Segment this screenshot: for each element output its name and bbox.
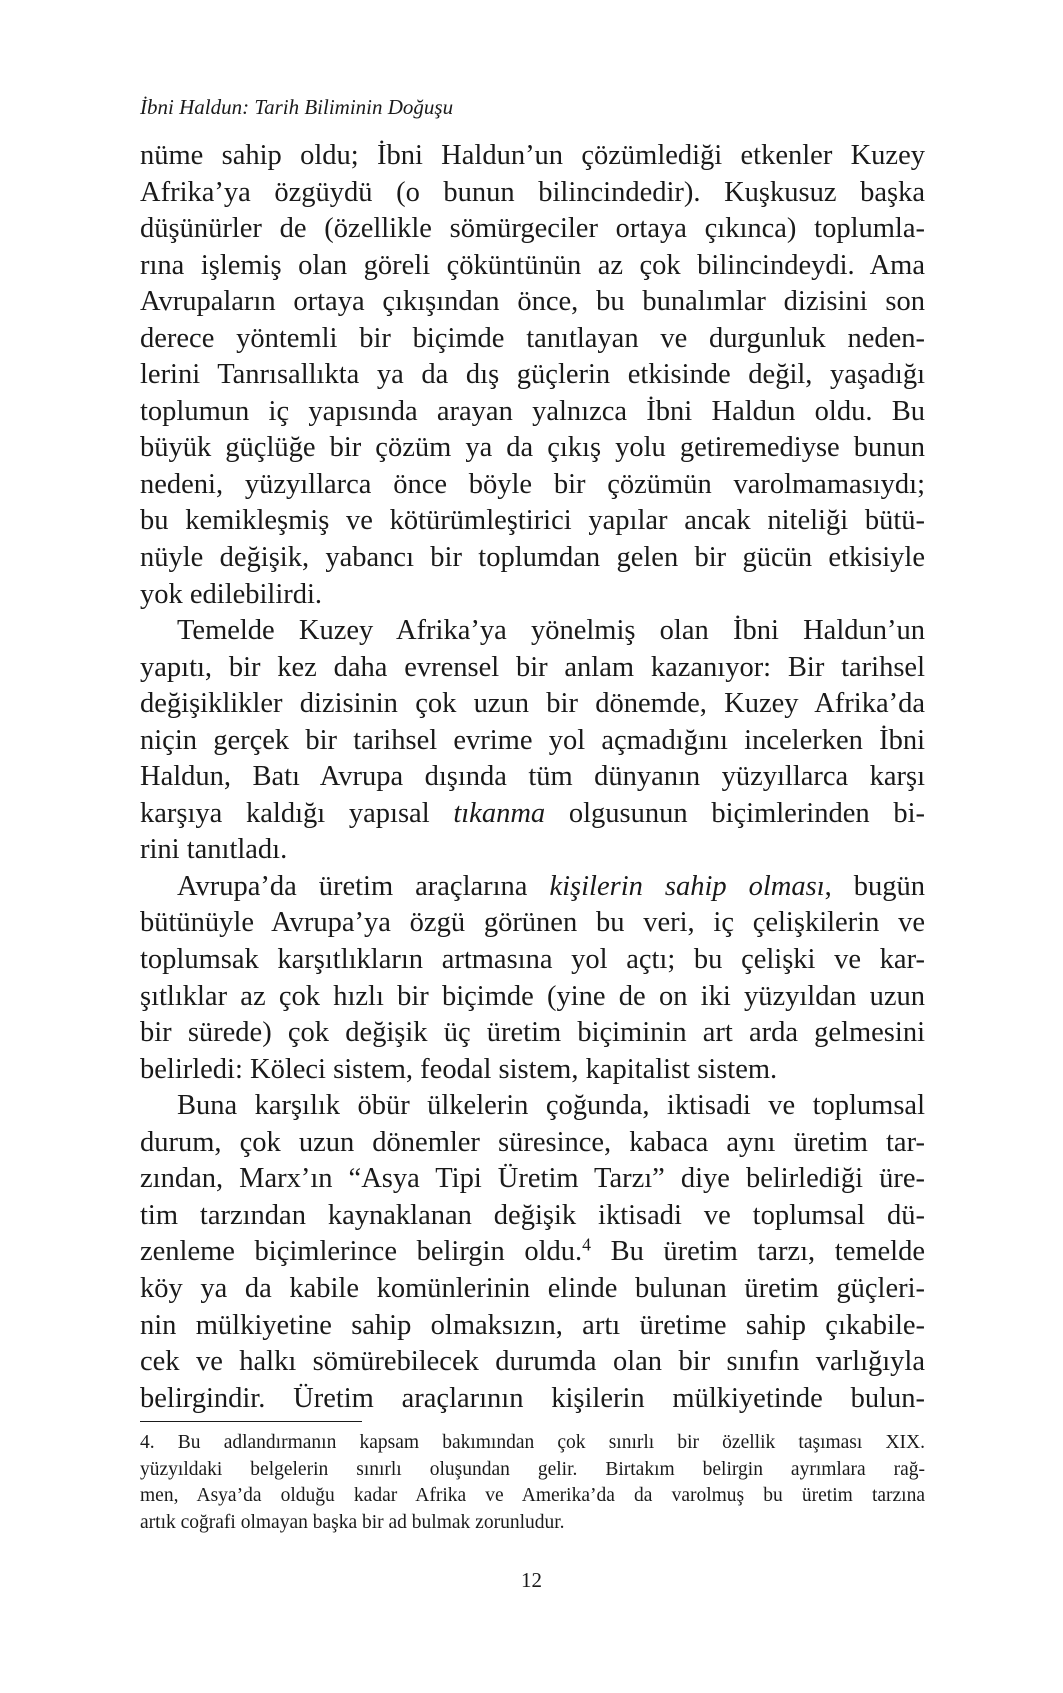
text-line: bu kemikleşmiş ve kötürümleştirici yapılar ancak niteliği bütü-: [140, 505, 925, 537]
text-line: köy ya da kabile komünlerinin elinde bulunan üretim güçleri-: [140, 1272, 925, 1304]
text-line: cek ve halkı sömürebilecek durumda olan bir sınıfın varlığıyla: [140, 1346, 925, 1378]
text-line: [140, 869, 925, 906]
text-run: Avrupa’da üretim araçlarına: [177, 870, 550, 902]
running-head: İbni Haldun: Tarih Biliminin Doğuşu: [140, 95, 454, 119]
text-line: Afrika’ya özgüydü (o bunun bilincindedir). Kuşkusuz başka: [140, 176, 925, 208]
footnote: [140, 1430, 925, 1536]
text-run: Bu üretim tarzı, temelde: [590, 1236, 925, 1268]
text-line: rına işlemiş olan göreli çöküntünün az çok bilincindeydi. Ama: [140, 249, 925, 281]
text-line: değişiklikler dizisinin çok uzun bir dönemde, Kuzey Afrika’da: [140, 688, 925, 720]
footnote-line: 4. Bu adlandırmanın kapsam bakımından çok sınırlı bir özellik taşıması XIX.: [140, 1432, 925, 1453]
text-line: [140, 1234, 925, 1271]
text-line: toplumun iç yapısında arayan yalnızca İbni Haldun oldu. Bu: [140, 395, 925, 427]
text-line: nin mülkiyetine sahip olmaksızın, artı üretime sahip çıkabile-: [140, 1309, 925, 1341]
text-line: [140, 796, 925, 833]
text-line: derece yöntemli bir biçimde tanıtlayan ve durgunluk neden-: [140, 322, 925, 354]
text-line: lerini Tanrısallıkta ya da dış güçlerin etkisinde değil, yaşadığı: [140, 359, 925, 391]
text-line: Avrupaların ortaya çıkışından önce, bu bunalımlar dizisini son: [140, 286, 925, 318]
text-line: nüyle değişik, yabancı bir toplumdan gelen bir gücün etkisiyle: [140, 542, 925, 574]
text-line: Temelde Kuzey Afrika’ya yönelmiş olan İbni Haldun’un: [177, 615, 925, 647]
text-line: zından, Marx’ın “Asya Tipi Üretim Tarzı” diye belirlediği üre-: [140, 1163, 925, 1195]
text-line: şıtlıklar az çok hızlı bir biçimde (yine de on iki yüzyıldan uzun: [140, 980, 925, 1012]
text-line: niçin gerçek bir tarihsel evrime yol açmadığını incelerken İbni: [140, 724, 925, 756]
text-line: yok edilebilirdi.: [140, 578, 323, 610]
text-run: olgusunun biçimlerinden bi-: [545, 797, 925, 829]
text-line: nedeni, yüzyıllarca önce böyle bir çözümün varolmamasıydı;: [140, 468, 925, 500]
page-number: 12: [521, 1568, 542, 1592]
footnote-ref[interactable]: 4: [582, 1234, 591, 1255]
text-line: rini tanıtladı.: [140, 834, 288, 866]
text-line: bütünüyle Avrupa’ya özgü görünen bu veri, iç çelişkilerin ve: [140, 907, 925, 939]
italic-term: kişilerin sahip olması: [549, 870, 825, 902]
italic-term: tıkanma: [453, 797, 546, 829]
text-line: nüme sahip oldu; İbni Haldun’un çözümlediği etkenler Kuzey: [140, 140, 925, 171]
text-line: toplumsak karşıtlıkların artmasına yol açtı; bu çelişki ve kar-: [140, 944, 925, 976]
footnote-line: artık coğrafi olmayan başka bir ad bulmak zorunludur.: [140, 1511, 565, 1533]
text-line: durum, çok uzun dönemler süresince, kabaca aynı üretim tar-: [140, 1126, 925, 1158]
footnote-divider: [140, 1421, 362, 1422]
text-line: belirgindir. Üretim araçlarının kişilerin mülkiyetinde bulun-: [140, 1382, 925, 1414]
text-line: belirledi: Köleci sistem, feodal sistem, kapitalist sistem.: [140, 1053, 778, 1085]
footnote-line: yüzyıldaki belgelerin sınırlı oluşundan gelir. Birtakım belirgin ayrımlara rağ-: [140, 1458, 925, 1480]
text-line: Buna karşılık öbür ülkelerin çoğunda, iktisadi ve toplumsal: [177, 1090, 925, 1122]
text-line: düşünürler de (özellikle sömürgeciler ortaya çıkınca) toplumla-: [140, 213, 925, 245]
text-line: Haldun, Batı Avrupa dışında tüm dünyanın yüzyıllarca karşı: [140, 761, 925, 793]
text-run: , bugün: [824, 870, 925, 902]
text-line: büyük güçlüğe bir çözüm ya da çıkış yolu getiremediyse bunun: [140, 432, 925, 464]
text-line: tim tarzından kaynaklanan değişik iktisadi ve toplumsal dü-: [140, 1199, 925, 1231]
footnote-line: men, Asya’da olduğu kadar Afrika ve Amerika’da da varolmuş bu üretim tarzına: [140, 1485, 925, 1507]
text-line: bir sürede) çok değişik üç üretim biçiminin art arda gelmesini: [140, 1017, 925, 1049]
text-run: zenleme biçimlerince belirgin oldu.: [140, 1236, 583, 1268]
body-text: [140, 138, 925, 1417]
text-run: karşıya kaldığı yapısal: [140, 797, 454, 829]
text-line: yapıtı, bir kez daha evrensel bir anlam kazanıyor: Bir tarihsel: [140, 651, 925, 683]
